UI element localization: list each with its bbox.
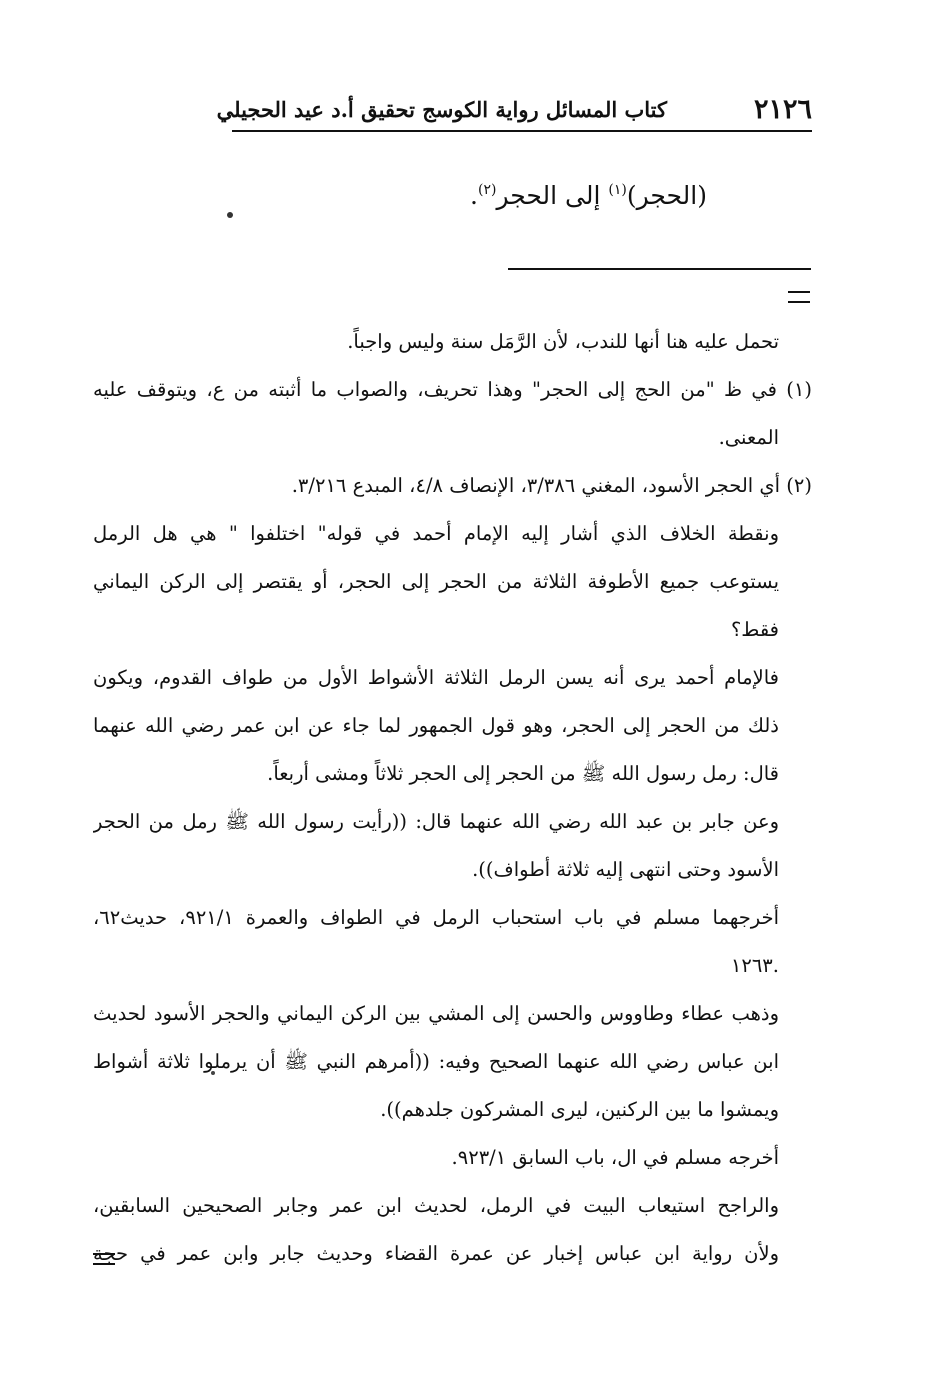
continuation-mark-top	[788, 291, 810, 303]
page-header	[216, 92, 812, 128]
footnote-2-line: فقط؟	[730, 618, 779, 641]
footnote-2-line: أخرجهما مسلم في باب استحباب الرمل في الطواف والعمرة ٩٢١/١، حديث٦٢،	[93, 906, 779, 929]
footnote-2-line: ولأن رواية ابن عباس إخبار عن عمرة القضاء وحديث جابر وابن عمر في حجة	[93, 1242, 779, 1265]
footnote-ref-2: (٢)	[477, 182, 497, 198]
footnote-2-line: يستوعب جميع الأطوفة الثلاثة من الحجر إلى الحجر، أو يقتصر إلى الركن اليماني	[93, 570, 779, 593]
footnote-2-line: .١٢٦٣	[730, 954, 779, 977]
footnote-2-line: أخرجه مسلم في ال، باب السابق ٩٢٣/١.	[451, 1146, 779, 1169]
book-title: كتاب المسائل رواية الكوسج تحقيق أ.د عيد الحجيلي	[216, 97, 667, 122]
footnote-2-line: فالإمام أحمد يرى أنه يسن الرمل الثلاثة الأشواط الأول من طواف القدوم، ويكون	[93, 666, 779, 689]
footnote-2-line: وعن جابر بن عبد الله رضي الله عنهما قال: ((رأيت رسول الله ﷺ رمل من الحجر	[93, 810, 779, 833]
footnote-2-line: ونقطة الخلاف الذي أشار إليه الإمام أحمد في قوله" اختلفوا " هي هل الرمل	[93, 522, 779, 545]
footnote-separator	[508, 268, 811, 270]
footnote-2-line: ابن عباس رضي الله عنهما الصحيح وفيه: ((أمرهم النبي ﷺ أن يرملوا ثلاثة أشواط	[93, 1050, 779, 1073]
footnote-ref-1: (١)	[608, 182, 627, 198]
main-text	[470, 170, 707, 216]
footnote-2-line: وذهب عطاء وطاووس والحسن إلى المشي بين الركن اليماني والحجر الأسود لحديث	[93, 1002, 779, 1025]
footnote-2-line: ويمشوا ما بين الركنين، ليرى المشركون جلدهم)).	[380, 1098, 779, 1121]
continuation-mark-bottom	[93, 1253, 115, 1265]
footnote-2-line: الأسود وحتى انتهى إليه ثلاثة أطواف)).	[472, 858, 779, 881]
page-number: ٢١٢٦	[753, 94, 812, 125]
footnote-2-line: قال: رمل رسول الله ﷺ من الحجر إلى الحجر ثلاثاً ومشى أربعاً.	[267, 762, 779, 785]
scan-speck	[227, 212, 233, 218]
main-text-part2: إلى الحجر	[496, 181, 609, 210]
footnote-2-line: (٢) أي الحجر الأسود، المغني ٣/٣٨٦، الإنصاف ٤/٨، المبدع ٣/٢١٦.	[291, 474, 812, 497]
header-rule	[232, 130, 812, 132]
footnote-continuation: تحمل عليه هنا أنها للندب، لأن الرَّمَل سنة وليس واجباً.	[347, 330, 779, 353]
footnote-1-line: المعنى.	[718, 426, 779, 449]
footnote-2-line: والراجح استيعاب البيت في الرمل، لحديث ابن عمر وجابر الصحيحين السابقين،	[93, 1194, 779, 1217]
footnote-1-line: (١) في ظ "من الحج إلى الحجر" وهذا تحريف، والصواب ما أثبته من ع، ويتوقف عليه	[93, 378, 812, 401]
main-text-part1: (الحجر)	[626, 181, 707, 210]
footnote-2-line: ذلك من الحجر إلى الحجر، وهو قول الجمهور لما جاء عن ابن عمر رضي الله عنهما	[93, 714, 779, 737]
main-text-part3: .	[470, 181, 478, 210]
footnotes	[93, 318, 812, 1278]
